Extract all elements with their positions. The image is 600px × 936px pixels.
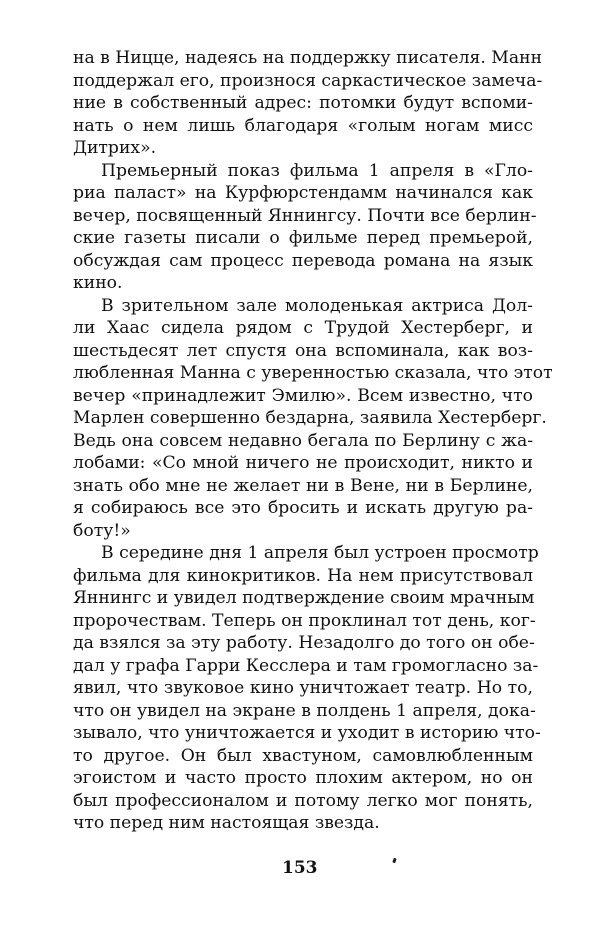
text-line: эгоистом и часто просто плохим актером, но он bbox=[73, 768, 533, 788]
paragraph bbox=[73, 160, 537, 295]
text-line: дал у графа Гарри Кесслера и там громогласно за- bbox=[73, 655, 539, 676]
text-line: Премьерный показ фильма 1 апреля в «Гло- bbox=[101, 160, 533, 181]
text-line: ние в собственный адрес: потомки будут вспоми- bbox=[73, 93, 533, 113]
text-line: на в Ницце, надеясь на поддержку писателя. Манн bbox=[73, 48, 543, 68]
text-line: любленная Манна с уверенностью сказала, что этот bbox=[73, 363, 553, 383]
text-line: Дитрих». bbox=[73, 138, 157, 158]
text-line: явил, что звуковое кино уничтожает театр. Но то, bbox=[73, 678, 533, 698]
text-line: ли Хаас сидела рядом с Трудой Хестерберг, и bbox=[73, 318, 533, 338]
text-line: шестьдесят лет спустя она вспоминала, как воз- bbox=[73, 340, 533, 361]
text-line: фильма для кинокритиков. На нем присутствовал bbox=[73, 565, 533, 586]
text-line: лобами: «Со мной ничего не происходит, никто и bbox=[73, 453, 533, 473]
text-line: что он увидел на экране в полдень 1 апреля, дока- bbox=[73, 700, 536, 721]
text-line: Марлен совершенно бездарна, заявила Хестерберг. bbox=[73, 408, 547, 428]
page-body-text bbox=[73, 47, 553, 835]
text-line: да взялся за эту работу. Незадолго до того он обе- bbox=[73, 633, 535, 653]
text-line: я собираюсь все это бросить и искать другую ра- bbox=[73, 498, 533, 518]
text-line: Яннингс и увидел подтверждение своим мрачным bbox=[73, 588, 535, 608]
text-line: пророчествам. Теперь он проклинал тот день, ког- bbox=[73, 610, 536, 631]
text-line: кино. bbox=[73, 273, 123, 293]
text-line: вечер, посвященный Яннингсу. Почти все берлин- bbox=[73, 205, 537, 226]
paragraph bbox=[73, 542, 541, 835]
text-line: нать о нем лишь благодаря «голым ногам мисс bbox=[73, 115, 533, 136]
text-line: боту!» bbox=[73, 520, 131, 541]
text-line: знать обо мне не желает ни в Вене, ни в Берлине, bbox=[73, 475, 533, 496]
scan-speck bbox=[392, 858, 397, 864]
text-line: В зрительном зале молоденькая актриса Дол- bbox=[101, 295, 533, 316]
text-line: обсуждая сам процесс перевода романа на язык bbox=[73, 250, 533, 271]
text-line: был профессионалом и потому легко мог понять, bbox=[73, 790, 533, 811]
text-line: вечер «принадлежит Эмилю». Всем известно, что bbox=[73, 385, 533, 406]
text-line: Ведь она совсем недавно бегала по Берлину с жа- bbox=[73, 430, 533, 451]
paragraph bbox=[73, 295, 553, 543]
text-line: В середине дня 1 апреля был устроен просмотр bbox=[101, 543, 539, 563]
text-line: ские газеты писали о фильме перед премьерой, bbox=[73, 228, 533, 248]
text-line: зывало, что уничтожается и уходит в историю что- bbox=[73, 723, 541, 743]
page-number: 153 bbox=[282, 858, 318, 878]
text-line: поддержал его, произнося саркастическое замеча- bbox=[73, 70, 543, 91]
paragraph bbox=[73, 47, 543, 160]
text-line: что перед ним настоящая звезда. bbox=[73, 813, 380, 833]
text-line: риа паласт» на Курфюрстендамм начинался как bbox=[73, 183, 533, 203]
text-line: то другое. Он был хвастуном, самовлюбленным bbox=[73, 745, 533, 766]
